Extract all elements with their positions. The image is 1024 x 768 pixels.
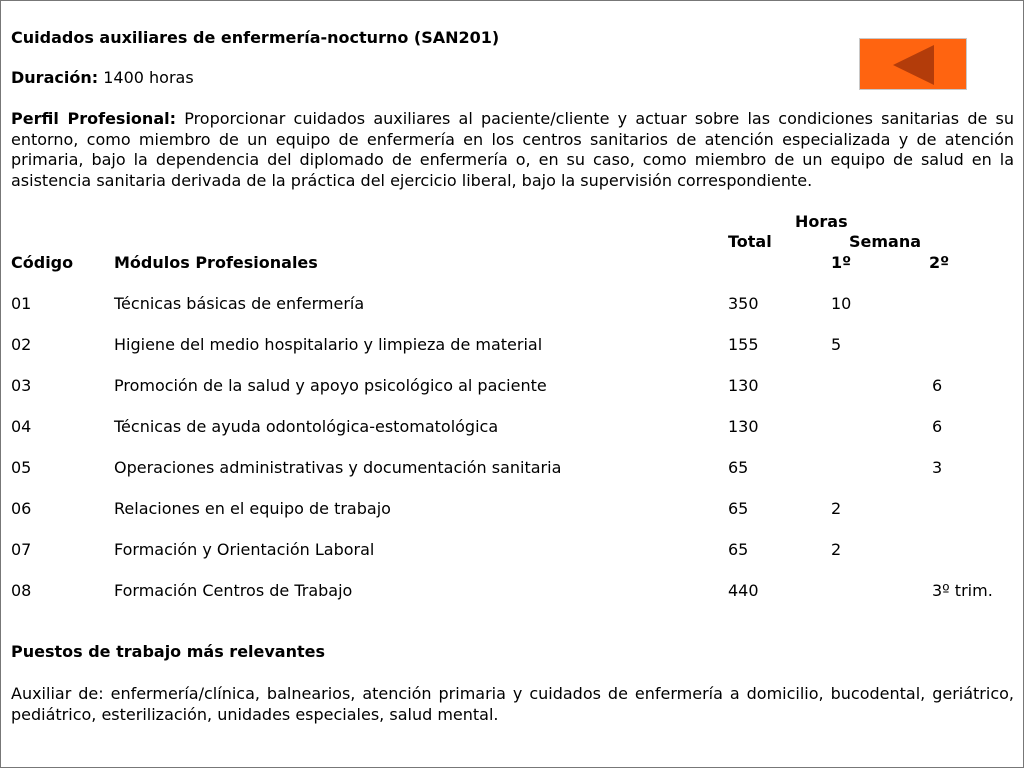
perfil-label: Perfil Profesional: bbox=[11, 109, 176, 128]
row-module: Promoción de la salud y apoyo psicológico al paciente bbox=[114, 376, 547, 395]
row-total: 130 bbox=[728, 417, 759, 436]
row-module: Formación Centros de Trabajo bbox=[114, 581, 353, 600]
row-total: 65 bbox=[728, 540, 749, 559]
row-total: 440 bbox=[728, 581, 759, 600]
row-code: 06 bbox=[11, 499, 32, 518]
row-code: 02 bbox=[11, 335, 32, 354]
row-module: Higiene del medio hospitalario y limpieza de material bbox=[114, 335, 543, 354]
row-semana-1: 10 bbox=[831, 294, 852, 313]
row-module: Técnicas básicas de enfermería bbox=[114, 294, 365, 313]
row-semana-2: 6 bbox=[932, 417, 943, 436]
row-code: 01 bbox=[11, 294, 32, 313]
row-total: 350 bbox=[728, 294, 759, 313]
row-semana-1: 5 bbox=[831, 335, 842, 354]
page-title: Cuidados auxiliares de enfermería-nocturno (SAN201) bbox=[11, 28, 500, 47]
row-semana-2: 6 bbox=[932, 376, 943, 395]
row-semana-1: 2 bbox=[831, 499, 842, 518]
row-module: Formación y Orientación Laboral bbox=[114, 540, 375, 559]
duration-value: 1400 horas bbox=[103, 68, 194, 87]
perfil-profesional bbox=[11, 109, 1014, 192]
header-semana: Semana bbox=[849, 232, 922, 251]
duration-label: Duración: bbox=[11, 68, 99, 87]
header-horas: Horas bbox=[795, 212, 848, 231]
row-total: 130 bbox=[728, 376, 759, 395]
row-total: 155 bbox=[728, 335, 759, 354]
header-semana-2: 2º bbox=[929, 253, 950, 272]
row-module: Operaciones administrativas y documentación sanitaria bbox=[114, 458, 562, 477]
row-code: 05 bbox=[11, 458, 32, 477]
row-module: Relaciones en el equipo de trabajo bbox=[114, 499, 391, 518]
header-total: Total bbox=[728, 232, 772, 251]
row-code: 03 bbox=[11, 376, 32, 395]
row-total: 65 bbox=[728, 499, 749, 518]
row-semana-1: 2 bbox=[831, 540, 842, 559]
back-arrow-icon bbox=[890, 44, 934, 86]
puestos-text: Auxiliar de: enfermería/clínica, balnearios, atención primaria y cuidados de enfermería a domicilio, bucodental, geriátrico, pediátrico, esterilización, unidades especiales, salud mental. bbox=[11, 684, 1014, 724]
duration-line bbox=[11, 68, 194, 88]
header-codigo: Código bbox=[11, 253, 74, 272]
row-semana-2: 3º trim. bbox=[932, 581, 993, 600]
perfil-text: Proporcionar cuidados auxiliares al paciente/cliente y actuar sobre las condiciones sanitarias de su entorno, como miembro de un equipo de enfermería en los centros sanitarios de atención especializada y de atención primaria, bajo la dependencia del diplomado de enfermería o, en su caso, como miembro de un equipo de salud en la asistencia sanitaria derivada de la práctica del ejercicio liberal, bajo la supervisión correspondiente. bbox=[11, 109, 1014, 191]
puestos-heading: Puestos de trabajo más relevantes bbox=[11, 642, 326, 661]
row-code: 07 bbox=[11, 540, 32, 559]
back-button[interactable] bbox=[859, 38, 967, 90]
header-modulos: Módulos Profesionales bbox=[114, 253, 318, 272]
row-semana-2: 3 bbox=[932, 458, 943, 477]
header-semana-1: 1º bbox=[831, 253, 852, 272]
row-code: 08 bbox=[11, 581, 32, 600]
row-total: 65 bbox=[728, 458, 749, 477]
row-code: 04 bbox=[11, 417, 32, 436]
row-module: Técnicas de ayuda odontológica-estomatológica bbox=[114, 417, 499, 436]
